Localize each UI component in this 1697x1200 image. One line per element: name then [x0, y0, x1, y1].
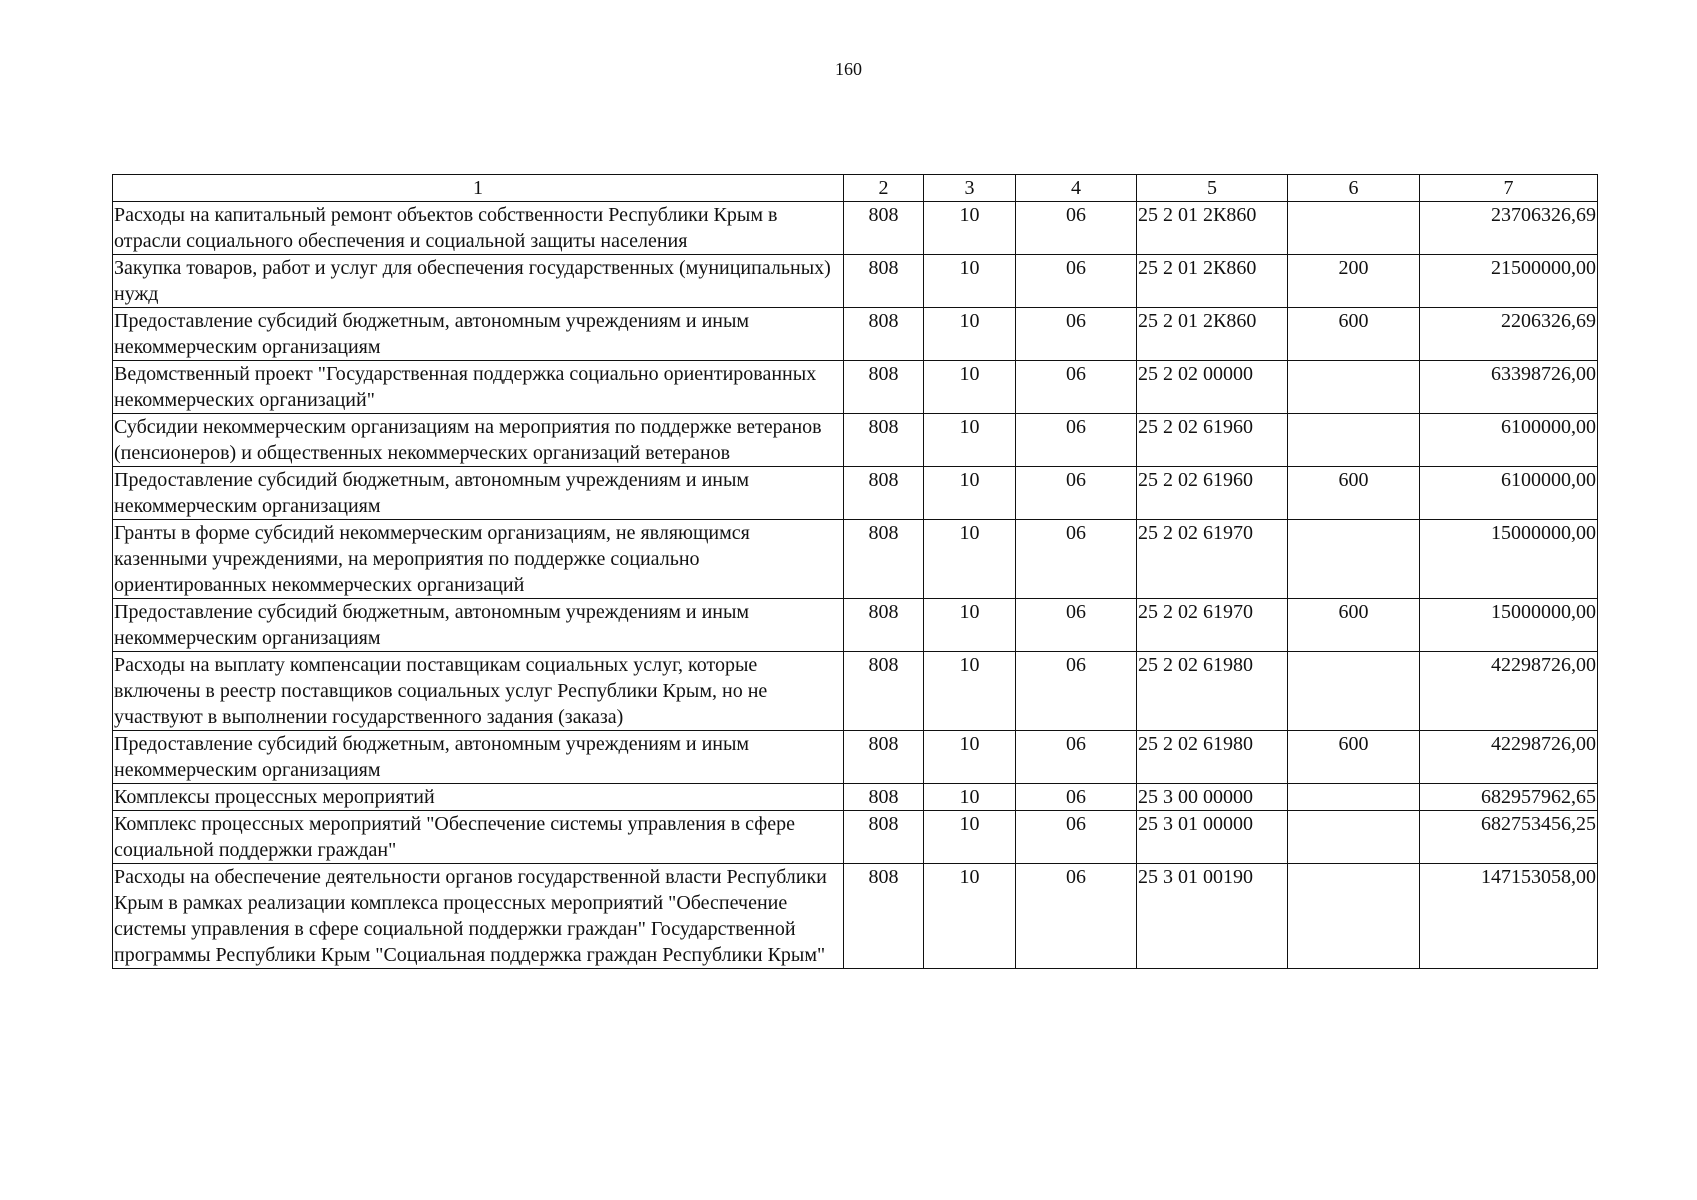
table-row	[113, 784, 1598, 811]
table-row	[113, 255, 1598, 308]
header-row	[113, 175, 1598, 202]
row-description: Расходы на выплату компенсации поставщикам социальных услуг, которые включены в реестр поставщиков социальных услуг Республики Крым, но не участвуют в выполнении государственного задания (заказа)	[113, 652, 844, 731]
table-body	[113, 202, 1598, 969]
subsection-code: 06	[1016, 811, 1137, 864]
amount: 63398726,00	[1420, 361, 1598, 414]
page-number: 160	[835, 59, 862, 79]
expense-type-code	[1288, 414, 1420, 467]
column-header: 1	[113, 175, 844, 202]
row-description: Комплекс процессных мероприятий "Обеспечение системы управления в сфере социальной поддержки граждан"	[113, 811, 844, 864]
target-article-code: 25 2 01 2К860	[1137, 255, 1288, 308]
expense-type-code: 600	[1288, 467, 1420, 520]
subsection-code: 06	[1016, 864, 1137, 969]
section-code: 10	[924, 255, 1016, 308]
column-header: 2	[844, 175, 924, 202]
amount: 2206326,69	[1420, 308, 1598, 361]
section-code: 10	[924, 202, 1016, 255]
grbs-code: 808	[844, 255, 924, 308]
amount: 6100000,00	[1420, 467, 1598, 520]
target-article-code: 25 2 01 2К860	[1137, 308, 1288, 361]
expense-type-code: 600	[1288, 308, 1420, 361]
row-description: Гранты в форме субсидий некоммерческим организациям, не являющимся казенными учреждениями, на мероприятия по поддержке социально ориентированных некоммерческих организаций	[113, 520, 844, 599]
row-description: Комплексы процессных мероприятий	[113, 784, 844, 811]
table-row	[113, 652, 1598, 731]
row-description: Расходы на обеспечение деятельности органов государственной власти Республики Крым в рамках реализации комплекса процессных мероприятий "Обеспечение системы управления в сфере социальной поддержки граждан" Государственной программы Республики Крым "Социальная поддержка граждан Республики Крым"	[113, 864, 844, 969]
subsection-code: 06	[1016, 361, 1137, 414]
grbs-code: 808	[844, 811, 924, 864]
section-code: 10	[924, 308, 1016, 361]
target-article-code: 25 2 01 2К860	[1137, 202, 1288, 255]
row-description: Предоставление субсидий бюджетным, автономным учреждениям и иным некоммерческим организациям	[113, 467, 844, 520]
section-code: 10	[924, 361, 1016, 414]
section-code: 10	[924, 652, 1016, 731]
subsection-code: 06	[1016, 599, 1137, 652]
column-header: 6	[1288, 175, 1420, 202]
row-description: Субсидии некоммерческим организациям на мероприятия по поддержке ветеранов (пенсионеров) и общественных некоммерческих организаций ветеранов	[113, 414, 844, 467]
amount: 42298726,00	[1420, 652, 1598, 731]
expense-type-code	[1288, 784, 1420, 811]
column-header: 4	[1016, 175, 1137, 202]
subsection-code: 06	[1016, 255, 1137, 308]
target-article-code: 25 2 02 61970	[1137, 599, 1288, 652]
subsection-code: 06	[1016, 414, 1137, 467]
column-header: 7	[1420, 175, 1598, 202]
table-row	[113, 520, 1598, 599]
amount: 147153058,00	[1420, 864, 1598, 969]
section-code: 10	[924, 811, 1016, 864]
amount: 23706326,69	[1420, 202, 1598, 255]
subsection-code: 06	[1016, 784, 1137, 811]
table-row	[113, 599, 1598, 652]
table-row	[113, 467, 1598, 520]
expense-type-code	[1288, 520, 1420, 599]
table-row	[113, 361, 1598, 414]
grbs-code: 808	[844, 467, 924, 520]
table-row	[113, 202, 1598, 255]
section-code: 10	[924, 784, 1016, 811]
section-code: 10	[924, 599, 1016, 652]
target-article-code: 25 2 02 00000	[1137, 361, 1288, 414]
amount: 682753456,25	[1420, 811, 1598, 864]
subsection-code: 06	[1016, 731, 1137, 784]
amount: 21500000,00	[1420, 255, 1598, 308]
row-description: Расходы на капитальный ремонт объектов собственности Республики Крым в отрасли социального обеспечения и социальной защиты населения	[113, 202, 844, 255]
row-description: Предоставление субсидий бюджетным, автономным учреждениям и иным некоммерческим организациям	[113, 308, 844, 361]
table-row	[113, 308, 1598, 361]
section-code: 10	[924, 414, 1016, 467]
column-header: 3	[924, 175, 1016, 202]
target-article-code: 25 3 00 00000	[1137, 784, 1288, 811]
subsection-code: 06	[1016, 467, 1137, 520]
row-description: Закупка товаров, работ и услуг для обеспечения государственных (муниципальных) нужд	[113, 255, 844, 308]
section-code: 10	[924, 731, 1016, 784]
amount: 42298726,00	[1420, 731, 1598, 784]
expense-type-code: 200	[1288, 255, 1420, 308]
subsection-code: 06	[1016, 202, 1137, 255]
row-description: Ведомственный проект "Государственная поддержка социально ориентированных некоммерческих организаций"	[113, 361, 844, 414]
grbs-code: 808	[844, 308, 924, 361]
grbs-code: 808	[844, 864, 924, 969]
budget-table	[112, 174, 1598, 969]
section-code: 10	[924, 520, 1016, 599]
expense-type-code	[1288, 361, 1420, 414]
amount: 15000000,00	[1420, 599, 1598, 652]
target-article-code: 25 3 01 00190	[1137, 864, 1288, 969]
expense-type-code: 600	[1288, 731, 1420, 784]
grbs-code: 808	[844, 202, 924, 255]
expense-type-code	[1288, 652, 1420, 731]
grbs-code: 808	[844, 599, 924, 652]
grbs-code: 808	[844, 652, 924, 731]
subsection-code: 06	[1016, 520, 1137, 599]
section-code: 10	[924, 864, 1016, 969]
target-article-code: 25 2 02 61960	[1137, 414, 1288, 467]
grbs-code: 808	[844, 520, 924, 599]
subsection-code: 06	[1016, 308, 1137, 361]
target-article-code: 25 3 01 00000	[1137, 811, 1288, 864]
grbs-code: 808	[844, 731, 924, 784]
target-article-code: 25 2 02 61980	[1137, 652, 1288, 731]
row-description: Предоставление субсидий бюджетным, автономным учреждениям и иным некоммерческим организациям	[113, 731, 844, 784]
expense-type-code	[1288, 864, 1420, 969]
expense-type-code: 600	[1288, 599, 1420, 652]
target-article-code: 25 2 02 61970	[1137, 520, 1288, 599]
row-description: Предоставление субсидий бюджетным, автономным учреждениям и иным некоммерческим организациям	[113, 599, 844, 652]
expense-type-code	[1288, 811, 1420, 864]
expense-type-code	[1288, 202, 1420, 255]
target-article-code: 25 2 02 61980	[1137, 731, 1288, 784]
grbs-code: 808	[844, 414, 924, 467]
column-header: 5	[1137, 175, 1288, 202]
table-row	[113, 414, 1598, 467]
section-code: 10	[924, 467, 1016, 520]
table-row	[113, 811, 1598, 864]
target-article-code: 25 2 02 61960	[1137, 467, 1288, 520]
grbs-code: 808	[844, 361, 924, 414]
table-row	[113, 864, 1598, 969]
amount: 682957962,65	[1420, 784, 1598, 811]
subsection-code: 06	[1016, 652, 1137, 731]
grbs-code: 808	[844, 784, 924, 811]
amount: 15000000,00	[1420, 520, 1598, 599]
amount: 6100000,00	[1420, 414, 1598, 467]
table-row	[113, 731, 1598, 784]
